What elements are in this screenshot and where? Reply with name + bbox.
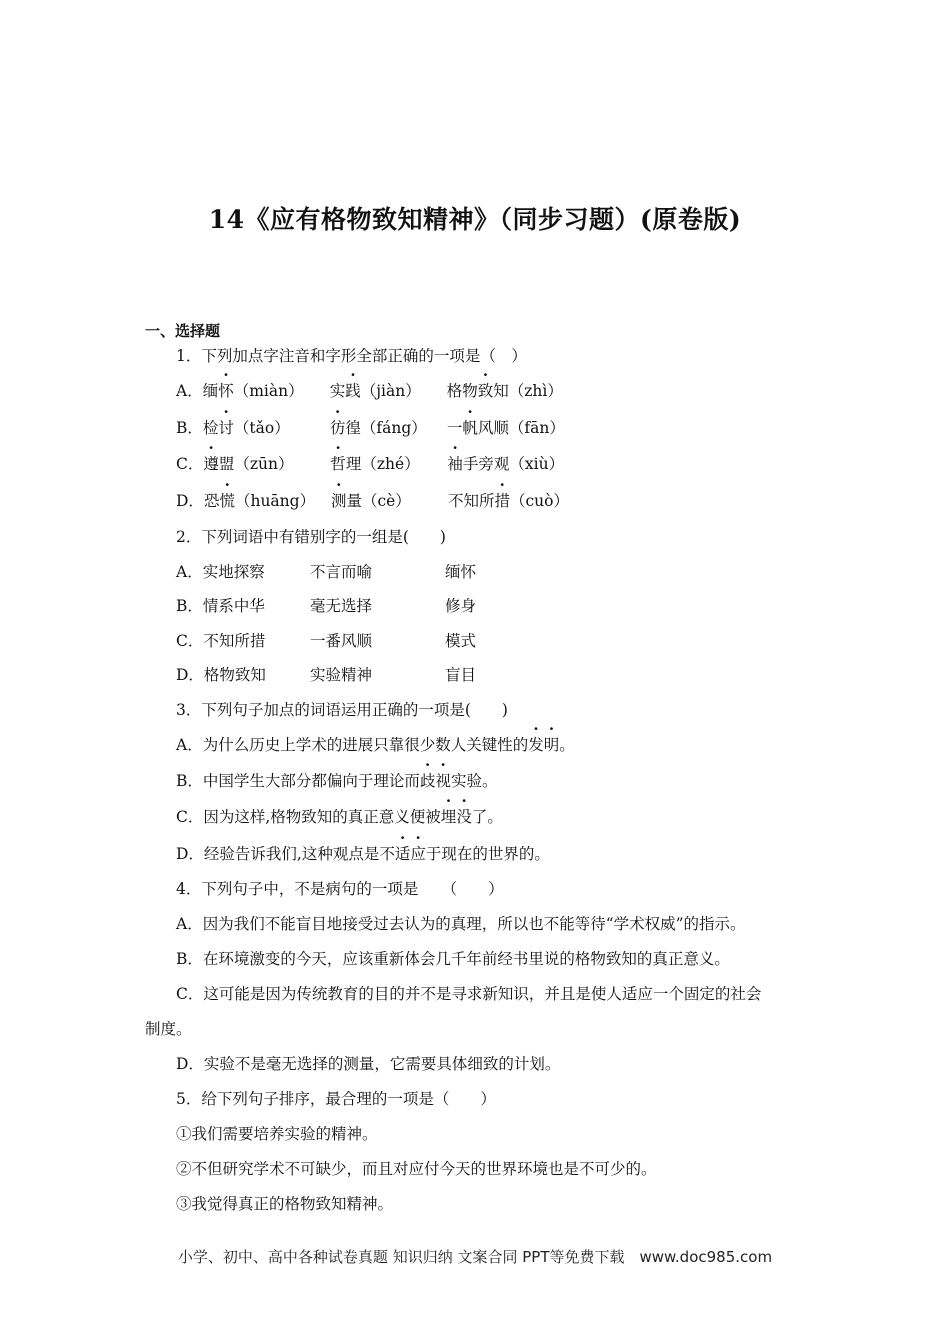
q1-option-b (176, 418, 565, 438)
q1-option-d (176, 491, 569, 511)
option-label: B． (176, 419, 203, 437)
pinyin: 量（cè） (346, 492, 411, 510)
pinyin: （tǎo） (233, 419, 290, 437)
q1-b-word1 (203, 418, 330, 438)
q4-option-c-continued: 制度。 (145, 1020, 192, 1038)
q5-sentence-1: ①我们需要培养实验的精神。 (176, 1125, 378, 1143)
q4-option-c: C．这可能是因为传统教育的目的并不是寻求新知识，并且是使人适应一个固定的社会 (176, 985, 762, 1003)
word: 缅怀 (445, 563, 477, 581)
word: C．不知所措 (176, 632, 266, 650)
q1-c-word2 (330, 454, 447, 474)
dotted-char: 践 (345, 382, 361, 400)
q1-d-word2 (331, 491, 448, 511)
section-heading: 一、选择题 (145, 322, 221, 340)
sentence-text: A．为什么历史上学术的进展只靠很少数人关键性的 (176, 736, 529, 754)
dotted-char: 遵 (203, 455, 219, 473)
q1-d-word1 (204, 491, 331, 511)
plain-char: 格物 (446, 382, 478, 400)
dotted-char: 发 (528, 736, 544, 754)
q3-stem: 3．下列句子加点的词语运用正确的一项是( ) (176, 701, 508, 719)
q2-option-c (176, 631, 476, 651)
q2-option-b (176, 596, 476, 616)
pinyin: 徨（fáng） (345, 419, 427, 437)
q4-option-b: B．在环境激变的今天，应该重新体会几千年前经书里说的格物致知的真正意义。 (176, 950, 730, 968)
dotted-char: 没 (456, 808, 472, 826)
sentence-text: 。 (559, 736, 575, 754)
q1-b-word3 (447, 418, 565, 438)
word: 一番风顺 (310, 632, 373, 650)
q3-option-b (176, 771, 497, 791)
plain-char: 一 (446, 419, 463, 437)
q1-a-word3 (447, 381, 563, 401)
dotted-char: 视 (435, 772, 451, 790)
dotted-char: 帆 (462, 419, 478, 437)
q1-option-a (176, 381, 563, 401)
q1-c-word1 (203, 454, 330, 474)
q2-stem: 2．下列词语中有错别字的一组是( ) (176, 528, 446, 546)
pinyin: 理（zhé） (345, 455, 420, 473)
q2-option-a (176, 562, 476, 582)
word: A．实地探察 (176, 563, 265, 581)
plain-char: 不知所 (447, 492, 495, 510)
q5-stem: 5．给下列句子排序，最合理的一项是（ ） (176, 1090, 496, 1108)
dotted-char: 措 (494, 492, 510, 510)
q1-a-word2 (330, 381, 447, 401)
q3-option-a (176, 735, 575, 755)
pinyin: （cuò） (509, 492, 569, 510)
option-label: D． (176, 492, 204, 510)
q4-option-a: A．因为我们不能盲目地接受过去认为的真理，所以也不能等待“学术权威”的指示。 (176, 915, 746, 933)
plain-char: 恐 (203, 492, 220, 510)
pinyin: （miàn） (233, 382, 304, 400)
dotted-char: 适 (394, 845, 411, 863)
dotted-char: 彷 (329, 419, 346, 437)
page-title: 14《应有格物致知精神》（同步习题）(原卷版) (208, 205, 742, 234)
dotted-char: 应 (410, 845, 426, 863)
plain-char: 缅 (202, 382, 219, 400)
plain-char: 检 (202, 419, 219, 437)
dotted-char: 埋 (440, 808, 457, 826)
q4-option-d: D．实验不是毫无选择的测量，它需要具体细致的计划。 (176, 1055, 561, 1073)
q1-option-c (176, 454, 564, 474)
pinyin: 知（zhì） (493, 382, 563, 400)
q5-sentence-2: ②不但研究学术不可缺少，而且对应付今天的世界环境也是不可少的。 (176, 1160, 657, 1178)
page-footer: 小学、初中、高中各种试卷真题 知识归纳 文案合同 PPT等免费下载 www.doc985.com (177, 1248, 773, 1266)
pinyin: （huāng） (234, 492, 316, 510)
dotted-char: 哲 (330, 455, 346, 473)
dotted-char: 致 (477, 382, 494, 400)
sentence-text: B．中国学生大部分都偏向于理论而 (176, 772, 420, 790)
dotted-char: 慌 (219, 492, 235, 510)
pinyin: （jiàn） (360, 382, 421, 400)
dotted-char: 怀 (218, 382, 234, 400)
dotted-char: 讨 (218, 419, 234, 437)
dotted-char: 袖 (447, 455, 463, 473)
word: 实验精神 (310, 666, 373, 684)
dotted-char: 明 (543, 736, 560, 754)
option-label: A． (176, 382, 203, 400)
q3-option-d (176, 844, 550, 864)
word: 修身 (445, 597, 477, 615)
pinyin: 盟（zūn） (218, 455, 294, 473)
q2-option-d (176, 665, 476, 685)
q1-a-word1 (203, 381, 330, 401)
word: 不言而喻 (310, 563, 373, 581)
word: 模式 (445, 632, 477, 650)
q1-b-word2 (330, 418, 447, 438)
q4-stem: 4．下列句子中，不是病句的一项是 （ ） (176, 880, 504, 898)
q1-d-word3 (448, 491, 569, 511)
sentence-text: 了。 (471, 808, 503, 826)
dotted-char: 歧 (419, 772, 436, 790)
pinyin: 手旁观（xiù） (462, 455, 565, 473)
word: D．格物致知 (176, 666, 266, 684)
sentence-text: D．经验告诉我们,这种观点是不 (176, 845, 395, 863)
q1-c-word3 (447, 454, 564, 474)
plain-char: 实 (329, 382, 346, 400)
pinyin: 风顺（fān） (477, 419, 565, 437)
word: 盲目 (445, 666, 477, 684)
sentence-text: 实验。 (450, 772, 498, 790)
word: B．情系中华 (176, 597, 265, 615)
q3-option-c (176, 807, 503, 827)
word: 毫无选择 (310, 597, 373, 615)
q1-stem: 1．下列加点字注音和字形全部正确的一项是（ ） (176, 347, 527, 365)
q5-sentence-3: ③我觉得真正的格物致知精神。 (176, 1195, 394, 1213)
option-label: C． (176, 455, 204, 473)
sentence-text: C．因为这样,格物致知的真正意义便被 (176, 808, 441, 826)
dotted-char: 测 (330, 492, 347, 510)
sentence-text: 于现在的世界的。 (425, 845, 550, 863)
